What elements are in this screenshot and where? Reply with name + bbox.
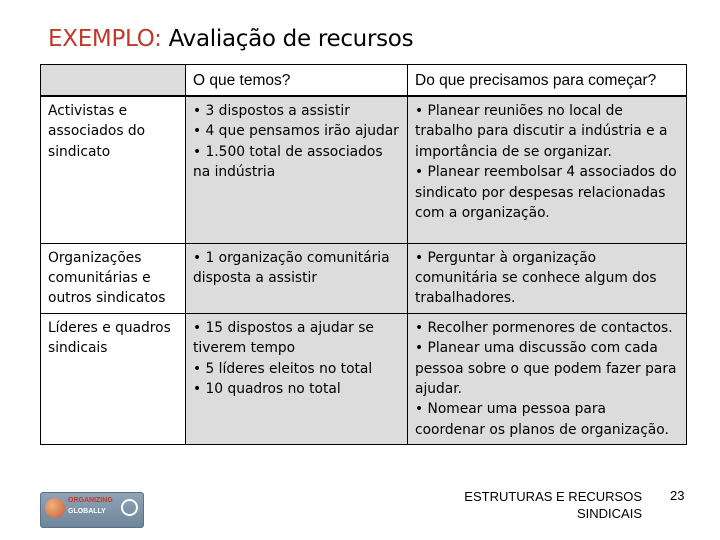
table-row	[41, 313, 687, 444]
resource-table	[40, 64, 687, 445]
header-cell-empty	[41, 65, 186, 97]
title-text: Avaliação de recursos	[161, 26, 414, 52]
have-item: • 5 líderes eleitos no total	[193, 360, 373, 377]
have-item: • 1.500 total de associados na indústria	[193, 143, 383, 181]
have-item: • 15 dispostos a ajudar se tiverem tempo	[193, 319, 374, 357]
emblem-icon	[121, 499, 138, 516]
row-label: Activistas e associados do sindicato	[41, 96, 186, 243]
organizing-globally-logo	[40, 492, 144, 528]
need-cell	[408, 243, 687, 313]
page-title	[48, 26, 413, 52]
need-cell	[408, 313, 687, 444]
logo-line-2: GLOBALLY	[68, 508, 106, 515]
have-cell	[186, 243, 408, 313]
table-header-row	[41, 65, 687, 97]
have-item: • 4 que pensamos irão ajudar	[193, 123, 399, 140]
header-cell-need: Do que precisamos para começar?	[408, 65, 687, 97]
header-cell-have: O que temos?	[186, 65, 408, 97]
globe-icon	[45, 498, 65, 518]
row-label: Líderes e quadros sindicais	[41, 313, 186, 444]
table-row	[41, 96, 687, 243]
need-item: • Nomear uma pessoa para coordenar os planos de organização.	[415, 401, 669, 438]
need-item: • Planear reembolsar 4 associados do sindicato por despesas relacionadas com a organização.	[415, 164, 677, 222]
page-number: 23	[670, 488, 685, 503]
have-cell	[186, 96, 408, 243]
need-item: • Perguntar à organização comunitária se conhece algum dos trabalhadores.	[415, 249, 657, 307]
need-item: • Planear reuniões no local de trabalho para discutir a indústria e a importância de se organizar.	[415, 103, 668, 160]
table-row	[41, 243, 687, 313]
have-item: • 1 organização comunitária disposta a assistir	[193, 249, 390, 286]
logo-line-1: ORGANIZING	[68, 497, 113, 504]
title-keyword: EXEMPLO:	[48, 26, 162, 52]
need-item: • Recolher pormenores de contactos.	[415, 319, 673, 336]
have-item: • 3 dispostos a assistir	[193, 103, 350, 119]
need-cell	[408, 96, 687, 243]
need-item: • Planear uma discussão com cada pessoa sobre o que podem fazer para ajudar.	[415, 340, 677, 397]
footer-text: ESTRUTURAS E RECURSOS SINDICAIS	[464, 489, 642, 521]
have-cell	[186, 313, 408, 444]
have-item: • 10 quadros no total	[193, 380, 341, 397]
row-label: Organizações comunitárias e outros sindicatos	[41, 243, 186, 313]
